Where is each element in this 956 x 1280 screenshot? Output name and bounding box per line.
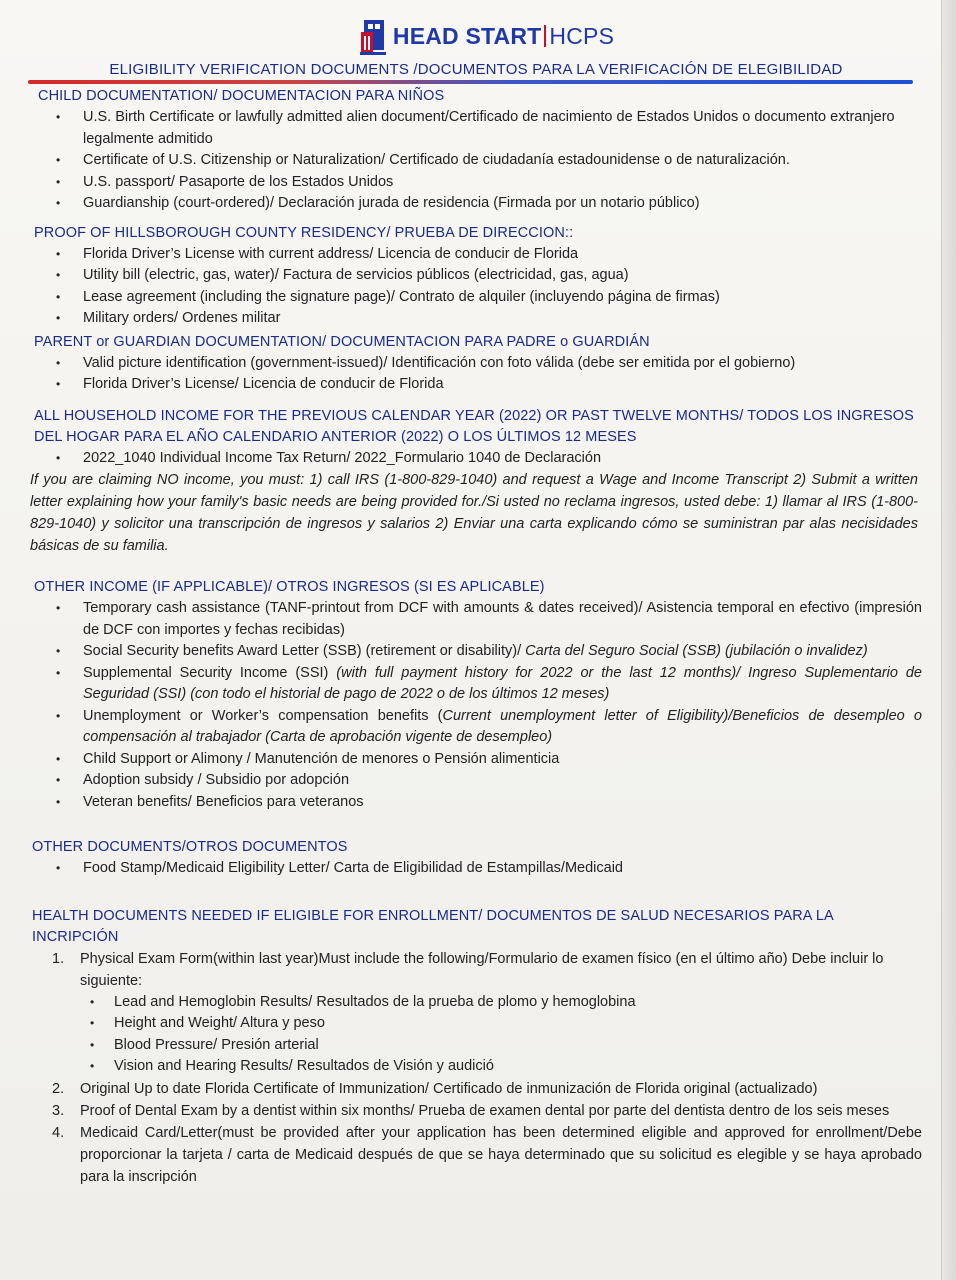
- sub-list-item: • Lead and Hemoglobin Results/ Resultados de la prueba de plomo y hemoglobina: [114, 992, 922, 1014]
- list-item-veteran: • Veteran benefits/ Beneficios para veteranos: [80, 792, 922, 814]
- item-text: Medicaid Card/Letter(must be provided after your application has been determined eligible and approved for enrollment/Debe proporcionar la tarjeta / carta de Medicaid después de que se haya determinado que su solicitud es elegible y se haya aprobado para la inscripción: [80, 1124, 922, 1185]
- health-item-4: [52, 1122, 922, 1188]
- child-list: [30, 107, 922, 215]
- section-heading-income-cont: DEL HOGAR PARA EL AÑO CALENDARIO ANTERIOR (2022) O LOS ÚLTIMOS 12 MESES: [34, 428, 637, 445]
- sub-list-item: • Vision and Hearing Results/ Resultados de Visión y audició: [114, 1056, 922, 1078]
- list-item: • Valid picture identification (government-issued)/ Identificación con foto válida (debe ser emitida por el gobierno): [80, 353, 922, 375]
- page-title: ELIGIBILITY VERIFICATION DOCUMENTS /DOCUMENTOS PARA LA VERIFICACIÓN DE ELEGIBILIDAD: [109, 61, 843, 78]
- list-item: • U.S. Birth Certificate or lawfully admitted alien document/Certificado de nacimiento de Estados Unidos o documento extranjero legalmente admitido: [80, 107, 922, 150]
- sub-list-item: • Height and Weight/ Altura y peso: [114, 1013, 922, 1035]
- header-logo: [50, 14, 922, 58]
- list-item-tanf: • Temporary cash assistance (TANF-printout from DCF with amounts & dates received)/ Asistencia temporal en efectivo (impresión de DCF con importes y fechas recibidas): [80, 598, 922, 641]
- item-text: Physical Exam Form(within last year)Must include the following/Formulario de examen físico (en el último año) Debe incluir lo siguiente:: [80, 950, 884, 989]
- health-item-2: [52, 1078, 922, 1100]
- no-income-note: If you are claiming NO income, you must: 1) call IRS (1-800-829-1040) and request a Wage and Income Transcript 2) Submit a written letter explaining how your family's basic needs are being provided for./Si usted no reclama ingresos, usted debe: 1) llamar al IRS (1-800-829-1040) y solicitor una transcripción de ingresos y salarios 2) Enviar una carta explicando cómo se suministran par alas necisidades básicas de su familia.: [30, 472, 918, 554]
- unemp-text-italic: Current unemployment letter of Eligibility)/Beneficios de desempleo o compensación al trabajador (Carta de aprobación vigente de desempleo): [83, 707, 922, 745]
- section-heading-residency: PROOF OF HILLSBOROUGH COUNTY RESIDENCY/ PRUEBA DE DIRECCION::: [34, 224, 574, 241]
- list-item-adoption: • Adoption subsidy / Subsidio por adopción: [80, 770, 922, 792]
- page-edge: [941, 0, 956, 1280]
- list-item: • Certificate of U.S. Citizenship or Naturalization/ Certificado de ciudadanía estadounidense o de naturalización.: [80, 150, 922, 172]
- head-start-logo-icon: [358, 16, 388, 56]
- title-rule: [28, 80, 913, 84]
- ssi-text-italic: (with full payment history for 2022 or the last 12 months)/ Ingreso Suplementario de Seguridad (SSI) (con todo el historial de pago de 2022 o de los últimos 12 meses): [83, 664, 922, 702]
- ssb-text: Social Security benefits Award Letter (SSB) (retirement or disability)/: [83, 643, 526, 659]
- list-item: • Guardianship (court-ordered)/ Declaración jurada de residencia (Firmada por un notario público): [80, 193, 922, 215]
- list-item: • Utility bill (electric, gas, water)/ Factura de servicios públicos (electricidad, gas, agua): [80, 265, 922, 287]
- list-item-ssi: [80, 663, 922, 706]
- residency-list: [30, 244, 922, 330]
- other-docs-list: [30, 858, 922, 880]
- section-heading-parent: PARENT or GUARDIAN DOCUMENTATION/ DOCUMENTACION PARA PADRE o GUARDIÁN: [34, 333, 650, 350]
- ssb-text-italic: Carta del Seguro Social (SSB) (jubilación o invalidez): [525, 643, 868, 659]
- section-heading-other-income: OTHER INCOME (IF APPLICABLE)/ OTROS INGRESOS (SI ES APLICABLE): [34, 579, 545, 595]
- item-number: 1.: [52, 950, 65, 967]
- brand-main: HEAD START: [392, 22, 542, 49]
- section-heading-child: CHILD DOCUMENTATION/ DOCUMENTACION PARA NIÑOS: [38, 88, 445, 104]
- item-number: 2.: [52, 1080, 65, 1097]
- item-number: 4.: [52, 1124, 65, 1141]
- unemp-text: Unemployment or Worker’s compensation benefits (: [83, 707, 443, 724]
- health-list: [30, 948, 922, 992]
- item-text: Proof of Dental Exam by a dentist within six months/ Prueba de examen dental por parte del dentista dentro de los seis meses: [80, 1102, 890, 1119]
- physical-exam-sublist: [30, 992, 922, 1078]
- list-item: • Military orders/ Ordenes militar: [80, 308, 922, 330]
- section-heading-other-docs: OTHER DOCUMENTS/OTROS DOCUMENTOS: [32, 839, 348, 855]
- other-income-list: [30, 598, 922, 813]
- income-list: [30, 448, 922, 470]
- sub-list-item: • Blood Pressure/ Presión arterial: [114, 1035, 922, 1057]
- item-text: Original Up to date Florida Certificate of Immunization/ Certificado de inmunización de Florida original (actualizado): [80, 1080, 818, 1097]
- brand-wordmark: [393, 23, 614, 50]
- ssi-text: Supplemental Security Income (SSI): [83, 664, 337, 681]
- section-heading-health: HEALTH DOCUMENTS NEEDED IF ELIGIBLE FOR ENROLLMENT/ DOCUMENTOS DE SALUD NECESARIOS PARA LA INCRIPCIÓN: [32, 907, 834, 945]
- health-item-1: [52, 948, 922, 992]
- brand-sub: HCPS: [549, 22, 615, 49]
- health-list-cont: [30, 1078, 922, 1188]
- list-item-ssb: [80, 641, 922, 663]
- section-heading-income: ALL HOUSEHOLD INCOME FOR THE PREVIOUS CALENDAR YEAR (2022) OR PAST TWELVE MONTHS/ TODOS LOS INGRESOS: [34, 407, 914, 424]
- list-item-unemployment: [80, 706, 922, 749]
- item-number: 3.: [52, 1102, 65, 1119]
- list-item: • Food Stamp/Medicaid Eligibility Letter/ Carta de Eligibilidad de Estampillas/Medicaid: [80, 858, 922, 880]
- health-item-3: [52, 1100, 922, 1122]
- list-item: • Lease agreement (including the signature page)/ Contrato de alquiler (incluyendo página de firmas): [80, 287, 922, 309]
- parent-list: [30, 353, 922, 396]
- list-item: • Florida Driver’s License/ Licencia de conducir de Florida: [80, 374, 922, 396]
- list-item: • U.S. passport/ Pasaporte de los Estados Unidos: [80, 172, 922, 194]
- list-item: • Florida Driver’s License with current address/ Licencia de conducir de Florida: [80, 244, 922, 266]
- list-item-child-support: • Child Support or Alimony / Manutención de menores o Pensión alimenticia: [80, 749, 922, 771]
- list-item: • 2022_1040 Individual Income Tax Return/ 2022_Formulario 1040 de Declaración: [80, 448, 922, 470]
